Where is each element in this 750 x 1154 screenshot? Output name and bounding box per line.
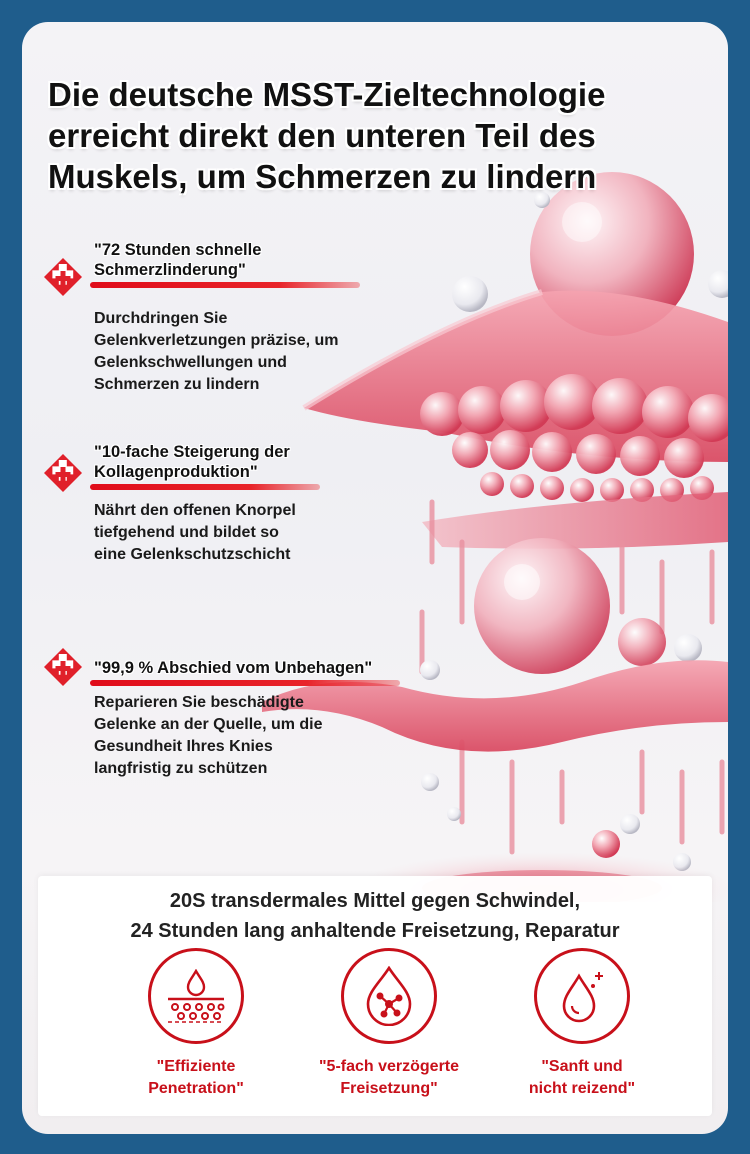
badge-label-line-2: Freisetzung" [340,1080,438,1097]
feature-title-line-2: Kollagenproduktion" [94,463,258,481]
desc-line: Nährt den offenen Knorpel [94,502,296,519]
desc-line: Gesundheit Ihres Knies [94,738,273,755]
badge-circle [534,948,630,1044]
badge-label-line-1: "Sanft und [541,1058,623,1075]
badge-gentle [502,948,662,1100]
desc-line: Schmerzen zu lindern [94,376,260,393]
feature-title [94,442,290,482]
feature-title-line-1: "99,9 % Abschied vom Unbehagen" [94,659,373,677]
badge-sustained-release [309,948,469,1100]
feature-title [94,240,261,280]
benefits-panel [38,876,712,1116]
headline-line-1: Die deutsche MSST-Zieltechnologie [48,76,606,113]
desc-line: Durchdringen Sie [94,310,228,327]
feature-description [94,308,394,396]
badge-label [116,1056,276,1100]
medical-cross-icon [42,646,84,688]
feature-title [94,658,372,678]
headline-line-2: erreicht direkt den unteren Teil des [48,117,596,154]
gentle-drop-icon [555,966,609,1026]
medical-cross-icon [42,452,84,494]
red-underline [90,680,400,686]
desc-line: Gelenkverletzungen präzise, um [94,332,339,349]
skin-penetration-icon [165,969,227,1023]
badge-label-line-1: "Effiziente [156,1058,236,1075]
desc-line: Gelenkschwellungen und [94,354,287,371]
headline-line-3: Muskels, um Schmerzen zu lindern [48,158,597,195]
desc-line: tiefgehend und bildet so [94,524,279,541]
feature-discomfort [42,646,462,786]
badge-circle [148,948,244,1044]
benefits-title [38,886,712,946]
desc-line: Reparieren Sie beschädigte [94,694,304,711]
feature-description [94,692,394,780]
desc-line: Gelenke an der Quelle, um die [94,716,323,733]
medical-cross-icon [42,256,84,298]
desc-line: langfristig zu schützen [94,760,268,777]
feature-description [94,500,394,566]
feature-collagen [42,442,462,572]
feature-title-line-1: "72 Stunden schnelle [94,241,262,259]
badge-circle [341,948,437,1044]
feature-title-line-2: Schmerzlinderung" [94,261,246,279]
badge-penetration [116,948,276,1100]
desc-line: eine Gelenkschutzschicht [94,546,291,563]
badge-label-line-2: Penetration" [148,1080,244,1097]
red-underline [90,484,320,490]
product-card [22,22,728,1134]
badge-label-line-2: nicht reizend" [528,1080,636,1097]
headline [48,74,688,197]
feature-title-line-1: "10-fache Steigerung der [94,443,290,461]
feature-pain-relief [42,240,462,400]
badge-label [502,1056,662,1100]
benefits-title-line-1: 20S transdermales Mittel gegen Schwindel, [169,890,581,912]
red-underline [90,282,360,288]
badge-label-line-1: "5-fach verzögerte [318,1058,460,1075]
badge-label [309,1056,469,1100]
benefits-title-line-2: 24 Stunden lang anhaltende Freisetzung, Reparatur [130,920,620,942]
molecule-drop-icon [362,966,416,1026]
